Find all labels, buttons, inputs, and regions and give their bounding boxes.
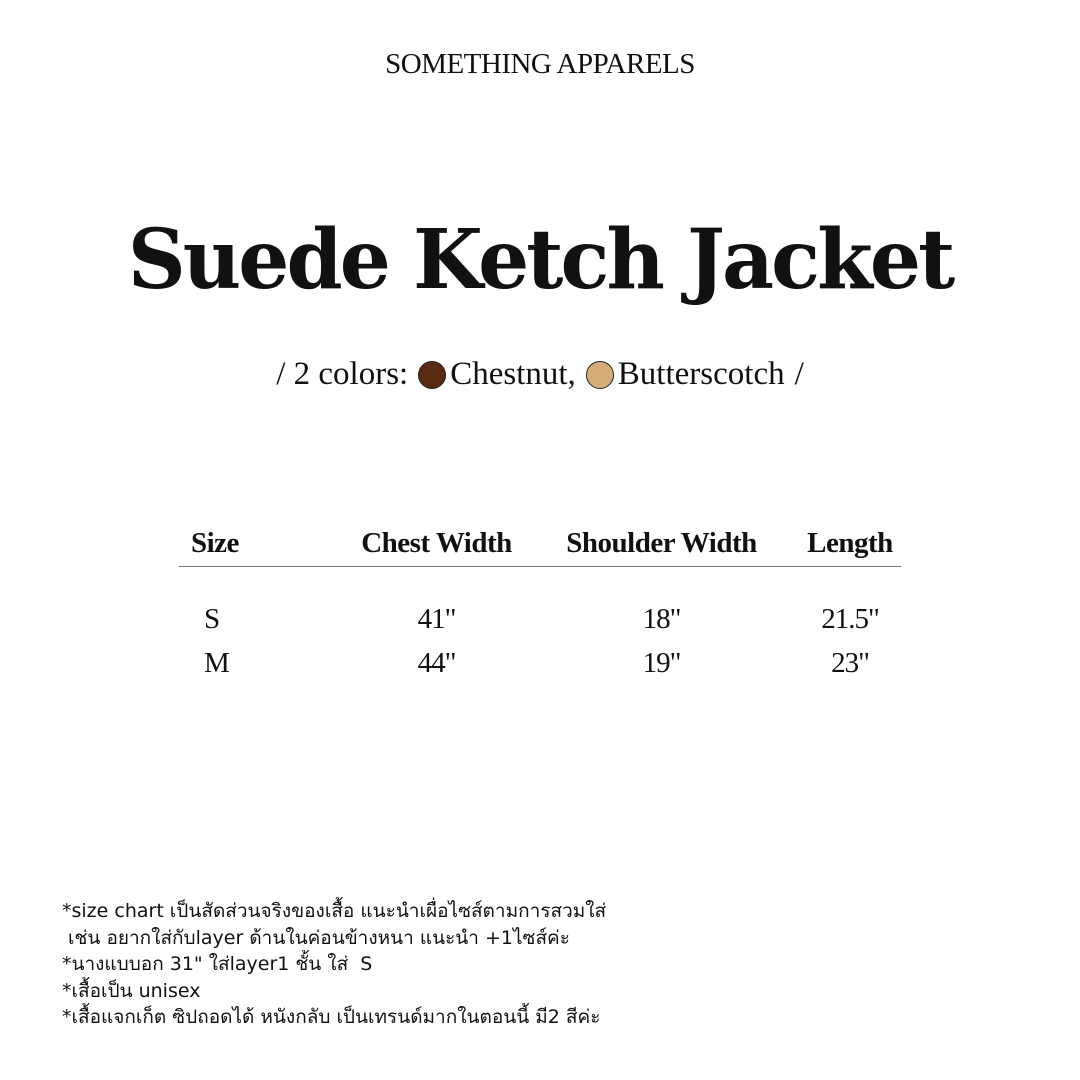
header-shoulder-width: Shoulder Width [566,526,757,559]
color-options [0,356,1080,393]
product-title: Suede Ketch Jacket [127,212,953,308]
cell-size: S [204,602,220,635]
size-chart-table [179,520,901,685]
note-line: *size chart เป็นสัดส่วนจริงของเสื้อ แนะนำเผื่อไซส์ตามการสวมใส่ [62,900,607,922]
cell-length: 21.5" [821,602,879,635]
note-line: *เสื้อแจกเก็ต ซิปถอดได้ หนังกลับ เป็นเทรนด์มากในตอนนี้ มี2 สีค่ะ [62,1006,601,1028]
cell-length: 23" [831,646,869,679]
note-line: เช่น อยากใส่กับlayer ด้านในค่อนข้างหนา แนะนำ +1ไซส์ค่ะ [62,926,570,949]
chestnut-swatch-icon [418,361,446,389]
color-butterscotch-label: Butterscotch [617,356,785,392]
table-header [179,520,901,567]
cell-chest: 44" [417,646,456,679]
note-line: *เสื้อเป็น unisex [62,979,201,1002]
table-row [179,641,901,685]
header-size: Size [191,526,239,559]
cell-chest: 41" [417,602,456,635]
table-row [179,597,901,641]
colors-prefix: / 2 colors: [276,356,409,392]
color-chestnut-label: Chestnut, [450,356,576,392]
size-notes [62,898,606,1031]
cell-shoulder: 19" [642,646,681,679]
cell-shoulder: 18" [642,602,681,635]
header-length: Length [807,526,893,559]
brand-name: SOMETHING APPARELS [385,48,695,80]
header-chest-width: Chest Width [361,526,512,559]
colors-suffix: / [794,356,804,392]
note-line: *นางแบบอก 31" ใส่layer1 ชั้น ใส่ S [62,953,373,975]
cell-size: M [204,646,229,679]
butterscotch-swatch-icon [586,361,614,389]
